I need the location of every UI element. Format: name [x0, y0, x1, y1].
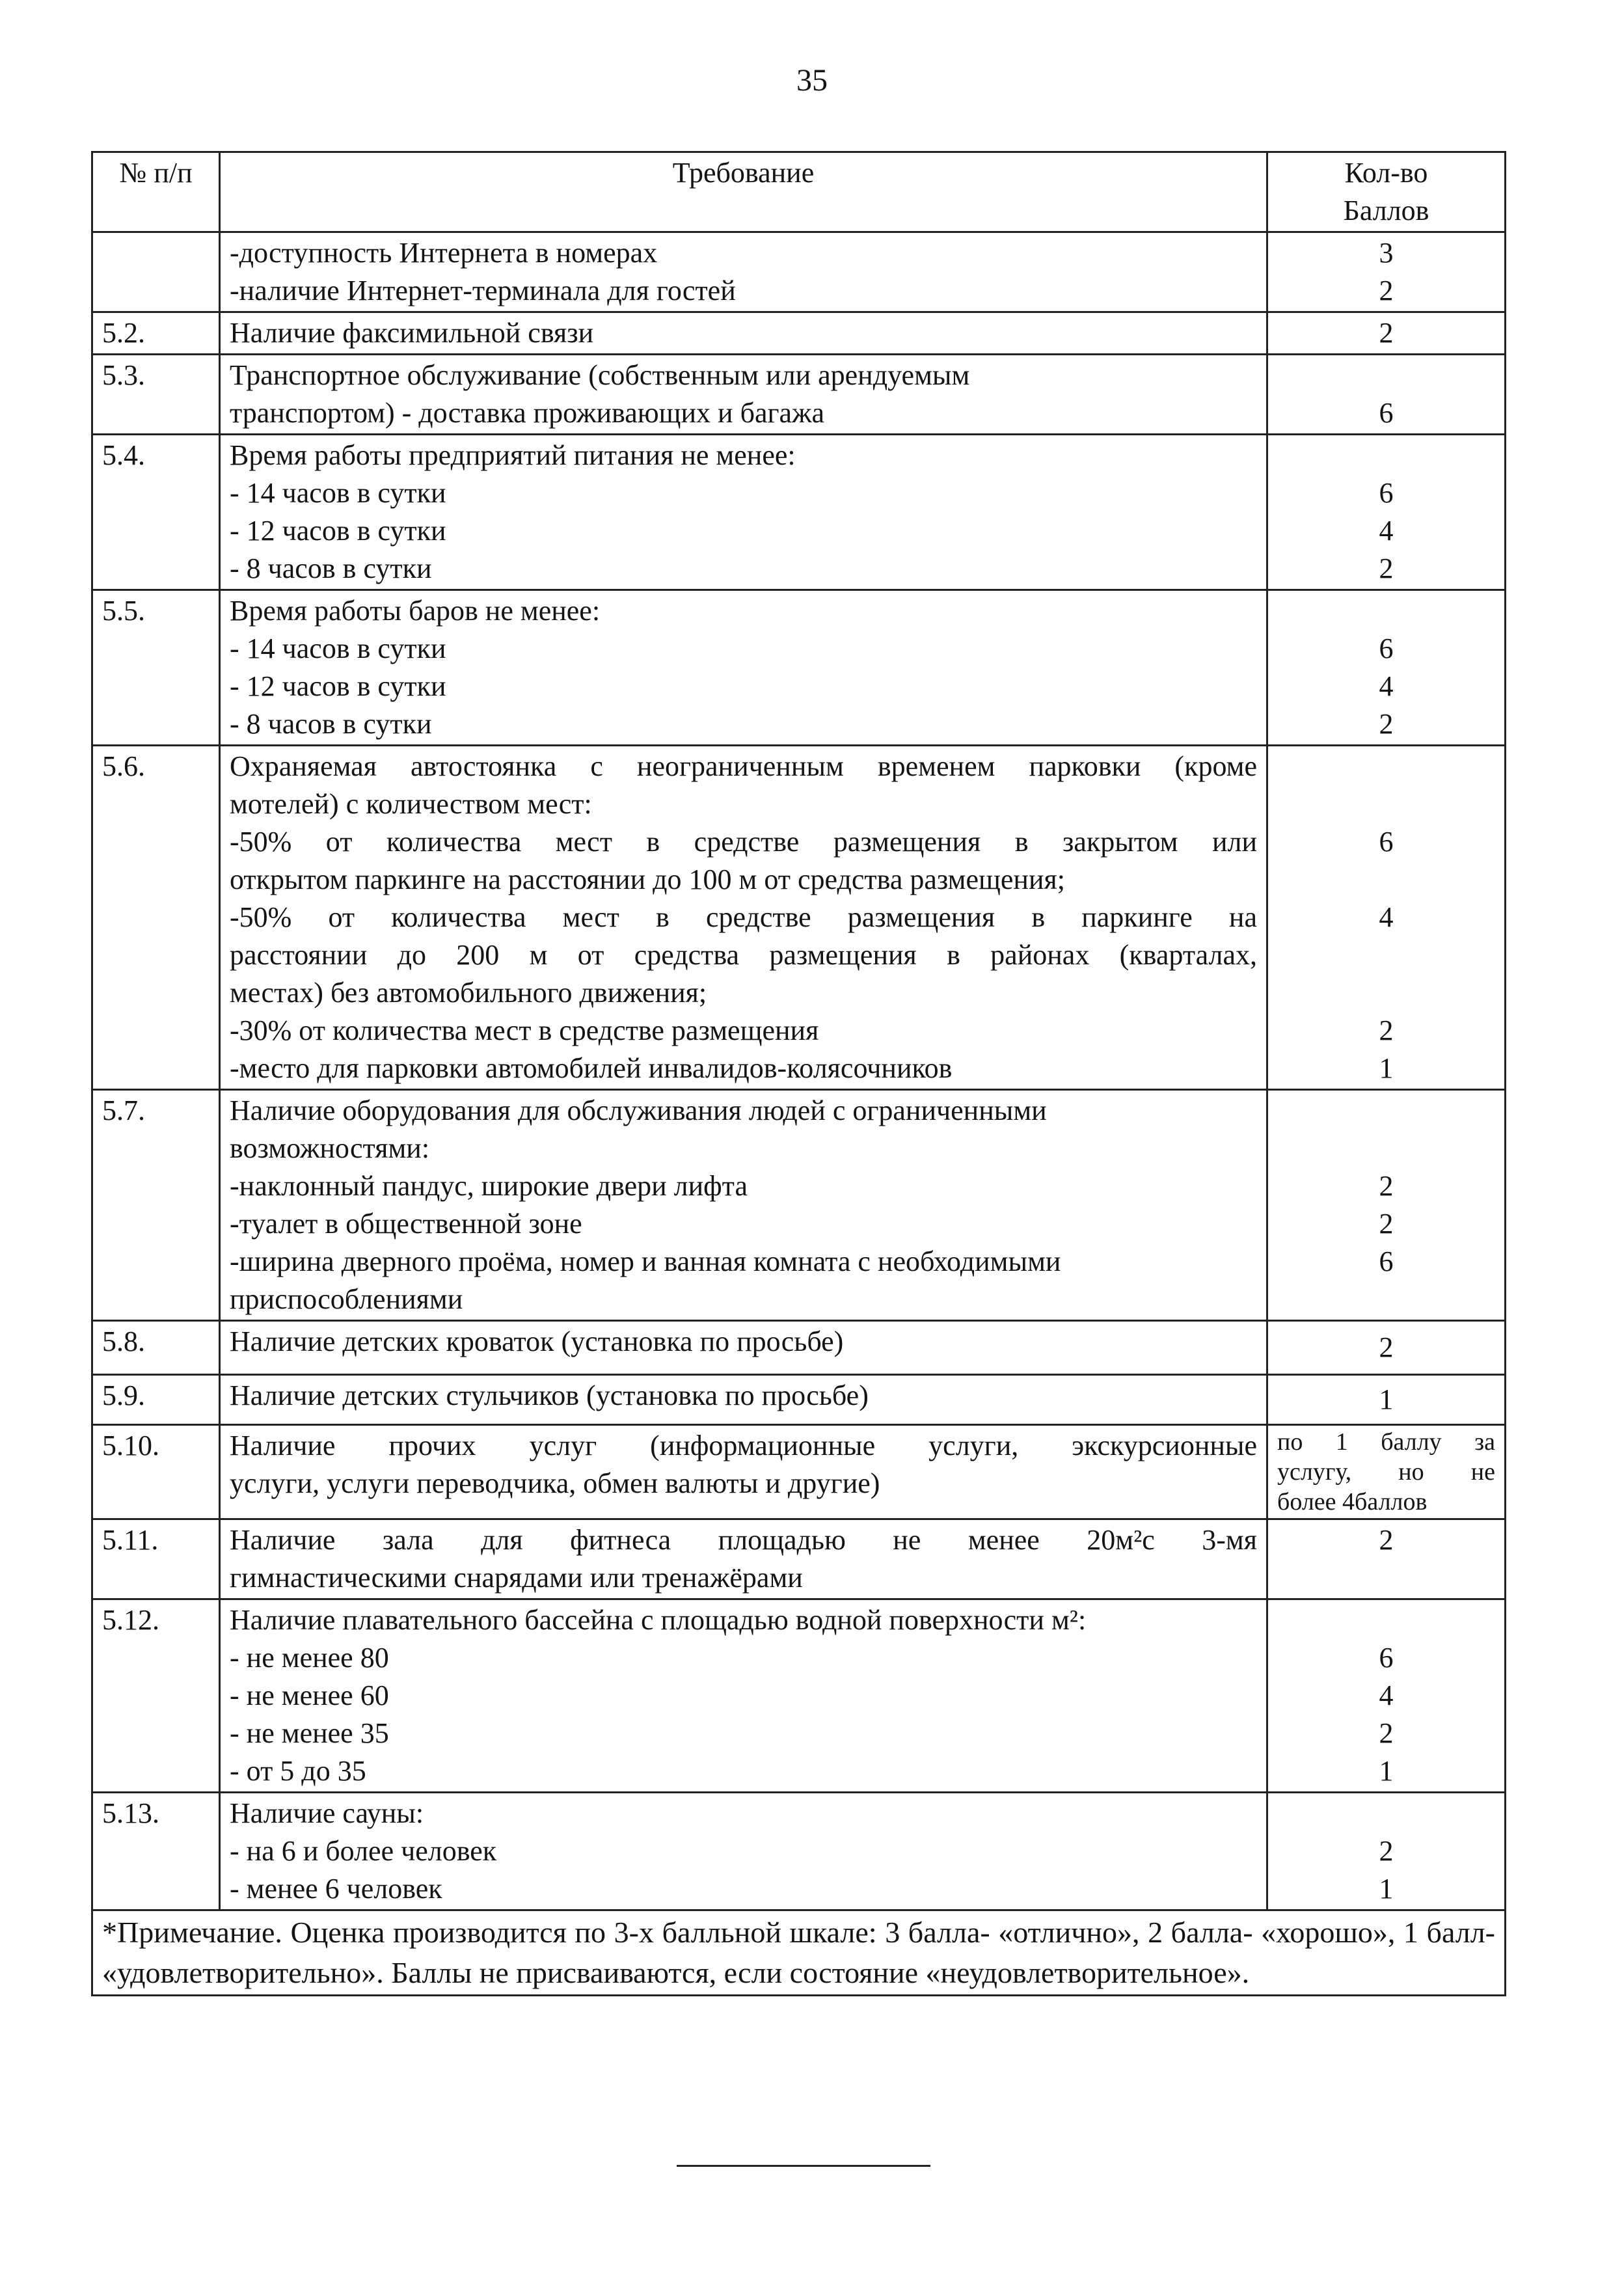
- requirement-line: мотелей) с количеством мест:: [230, 788, 592, 820]
- row-requirement: [220, 1599, 1267, 1793]
- requirement-line: -туалет в общественной зоне: [230, 1208, 582, 1240]
- row-requirement: [220, 1090, 1267, 1321]
- row-requirement: [220, 312, 1267, 355]
- requirement-line: - на 6 и более человек: [230, 1835, 497, 1867]
- requirement-line: гимнастическими снарядами или тренажёрами: [230, 1562, 803, 1594]
- row-number: 5.6.: [92, 746, 220, 1090]
- points-value: 2: [1379, 1014, 1394, 1046]
- row-number: 5.2.: [92, 312, 220, 355]
- table-row: [92, 746, 1506, 1090]
- points-value: 1: [1379, 1873, 1394, 1905]
- points-value: 4: [1379, 1679, 1394, 1711]
- requirement-line: транспортом) - доставка проживающих и багажа: [230, 397, 825, 429]
- requirement-line: Наличие детских стульчиков (установка по просьбе): [230, 1379, 869, 1411]
- points-value: 2: [1379, 275, 1394, 306]
- requirement-line: Время работы баров не менее:: [230, 595, 601, 627]
- points-value: 6: [1379, 1642, 1394, 1674]
- requirements-table: [91, 151, 1506, 1996]
- requirement-line: Наличие сауны:: [230, 1797, 424, 1829]
- table-row: [92, 1793, 1506, 1910]
- points-value: 6: [1379, 826, 1394, 858]
- table-row: [92, 590, 1506, 746]
- row-points: [1267, 746, 1506, 1090]
- row-requirement: [220, 355, 1267, 435]
- row-points: [1267, 1375, 1506, 1425]
- table-row: [92, 1599, 1506, 1793]
- row-points: [1267, 232, 1506, 312]
- table-row: [92, 435, 1506, 590]
- requirement-line: - 12 часов в сутки: [230, 670, 446, 702]
- points-value: 1: [1379, 1052, 1394, 1084]
- requirement-line: -наклонный пандус, широкие двери лифта: [230, 1170, 748, 1202]
- requirement-line: - 14 часов в сутки: [230, 477, 446, 509]
- points-value: 2: [1379, 317, 1394, 349]
- row-number: 5.11.: [92, 1519, 220, 1599]
- requirement-line: услуги, услуги переводчика, обмен валюты и другие): [230, 1467, 880, 1499]
- row-number: 5.8.: [92, 1321, 220, 1375]
- requirement-line: Время работы предприятий питания не менее:: [230, 439, 796, 471]
- header-points-line2: Баллов: [1343, 195, 1429, 226]
- header-points-line1: Кол-во: [1344, 157, 1428, 189]
- points-value: более 4баллов: [1277, 1488, 1428, 1515]
- footer-rule: [677, 2165, 930, 2167]
- requirement-line: Наличие зала для фитнеса площадью не менее 20м²с 3-мя: [230, 1524, 1257, 1556]
- row-points: [1267, 1793, 1506, 1910]
- row-requirement: [220, 232, 1267, 312]
- points-value: 6: [1379, 397, 1394, 429]
- requirement-line: - не менее 60: [230, 1679, 389, 1711]
- page-number: 35: [796, 63, 828, 98]
- requirement-line: -50% от количества мест в средстве размещения в паркинге на: [230, 901, 1257, 933]
- points-value: 2: [1379, 1835, 1394, 1867]
- points-value: 2: [1379, 1208, 1394, 1240]
- row-requirement: [220, 1321, 1267, 1375]
- row-points: [1267, 1599, 1506, 1793]
- row-number: 5.10.: [92, 1425, 220, 1519]
- header-points: [1267, 152, 1506, 232]
- table-row: [92, 1375, 1506, 1425]
- row-points: [1267, 1090, 1506, 1321]
- points-value: услугу, но не: [1277, 1458, 1495, 1486]
- points-value: 2: [1379, 1331, 1394, 1363]
- table-row: [92, 1090, 1506, 1321]
- requirement-line: -доступность Интернета в номерах: [230, 237, 658, 269]
- table-header-row: [92, 152, 1506, 232]
- row-points: [1267, 435, 1506, 590]
- points-value: 2: [1379, 1717, 1394, 1749]
- table-row: [92, 1321, 1506, 1375]
- requirement-line: - 8 часов в сутки: [230, 708, 432, 740]
- requirement-line: Наличие прочих услуг (информационные услуги, экскурсионные: [230, 1430, 1257, 1461]
- table-row: [92, 312, 1506, 355]
- row-points: [1267, 355, 1506, 435]
- row-requirement: [220, 1425, 1267, 1519]
- row-points: [1267, 590, 1506, 746]
- row-requirement: [220, 1519, 1267, 1599]
- row-requirement: [220, 590, 1267, 746]
- row-number: 5.7.: [92, 1090, 220, 1321]
- requirement-line: возможностями:: [230, 1132, 430, 1164]
- requirement-line: - не менее 35: [230, 1717, 389, 1749]
- requirement-line: -наличие Интернет-терминала для гостей: [230, 275, 736, 306]
- row-points: [1267, 1519, 1506, 1599]
- requirement-line: расстоянии до 200 м от средства размещения в районах (кварталах,: [230, 939, 1257, 971]
- requirement-line: -30% от количества мест в средстве размещения: [230, 1014, 819, 1046]
- table-row: [92, 1425, 1506, 1519]
- row-requirement: [220, 1793, 1267, 1910]
- points-value: 4: [1379, 670, 1394, 702]
- points-value: по 1 баллу за: [1277, 1428, 1495, 1456]
- requirement-line: - 14 часов в сутки: [230, 632, 446, 664]
- row-number: [92, 232, 220, 312]
- requirement-line: - менее 6 человек: [230, 1873, 442, 1905]
- row-number: 5.13.: [92, 1793, 220, 1910]
- points-value: 6: [1379, 632, 1394, 664]
- points-value: 6: [1379, 1245, 1394, 1277]
- note-row: [92, 1910, 1506, 1996]
- points-value: 2: [1379, 1524, 1394, 1556]
- requirement-line: -50% от количества мест в средстве размещения в закрытом или: [230, 826, 1257, 858]
- points-value: 1: [1379, 1755, 1394, 1787]
- note-text: [92, 1910, 1506, 1996]
- points-value: 1: [1379, 1383, 1394, 1415]
- points-value: 4: [1379, 901, 1394, 933]
- requirement-line: -ширина дверного проёма, номер и ванная комната с необходимыми: [230, 1245, 1061, 1277]
- table-row: [92, 1519, 1506, 1599]
- points-value: 3: [1379, 237, 1394, 269]
- row-points: [1267, 1425, 1506, 1519]
- requirement-line: - 12 часов в сутки: [230, 515, 446, 547]
- requirement-line: Наличие оборудования для обслуживания людей с ограниченными: [230, 1094, 1047, 1126]
- requirement-line: Транспортное обслуживание (собственным или арендуемым: [230, 359, 970, 391]
- requirement-line: -место для парковки автомобилей инвалидов-колясочников: [230, 1052, 953, 1084]
- requirement-line: Охраняемая автостоянка с неограниченным временем парковки (кроме: [230, 750, 1257, 782]
- requirement-line: Наличие детских кроваток (установка по просьбе): [230, 1325, 844, 1357]
- note-paragraph: *Примечание. Оценка производится по 3-х балльной шкале: 3 балла- «отлично», 2 балла- «хорошо», 1 балл- «удовлетворительно». Баллы не присваиваются, если состояние «неудовлетворительное».: [102, 1916, 1495, 1989]
- requirement-line: Наличие факсимильной связи: [230, 317, 594, 349]
- row-number: 5.4.: [92, 435, 220, 590]
- row-number: 5.12.: [92, 1599, 220, 1793]
- requirement-line: - от 5 до 35: [230, 1755, 366, 1787]
- row-requirement: [220, 746, 1267, 1090]
- points-value: 2: [1379, 552, 1394, 584]
- header-number: № п/п: [92, 152, 220, 232]
- requirement-line: местах) без автомобильного движения;: [230, 977, 707, 1009]
- requirement-line: приспособлениями: [230, 1283, 463, 1315]
- points-value: 6: [1379, 477, 1394, 509]
- table-row: [92, 232, 1506, 312]
- row-number: 5.5.: [92, 590, 220, 746]
- points-value: 2: [1379, 708, 1394, 740]
- points-value: 4: [1379, 515, 1394, 547]
- row-number: 5.3.: [92, 355, 220, 435]
- table-row: [92, 355, 1506, 435]
- requirement-line: - не менее 80: [230, 1642, 389, 1674]
- row-requirement: [220, 1375, 1267, 1425]
- row-requirement: [220, 435, 1267, 590]
- row-points: [1267, 312, 1506, 355]
- row-number: 5.9.: [92, 1375, 220, 1425]
- requirement-line: - 8 часов в сутки: [230, 552, 432, 584]
- header-requirement: Требование: [220, 152, 1267, 232]
- requirement-line: открытом паркинге на расстоянии до 100 м от средства размещения;: [230, 863, 1065, 895]
- points-value: 2: [1379, 1170, 1394, 1202]
- row-points: [1267, 1321, 1506, 1375]
- requirement-line: Наличие плавательного бассейна с площадью водной поверхности м²:: [230, 1604, 1087, 1636]
